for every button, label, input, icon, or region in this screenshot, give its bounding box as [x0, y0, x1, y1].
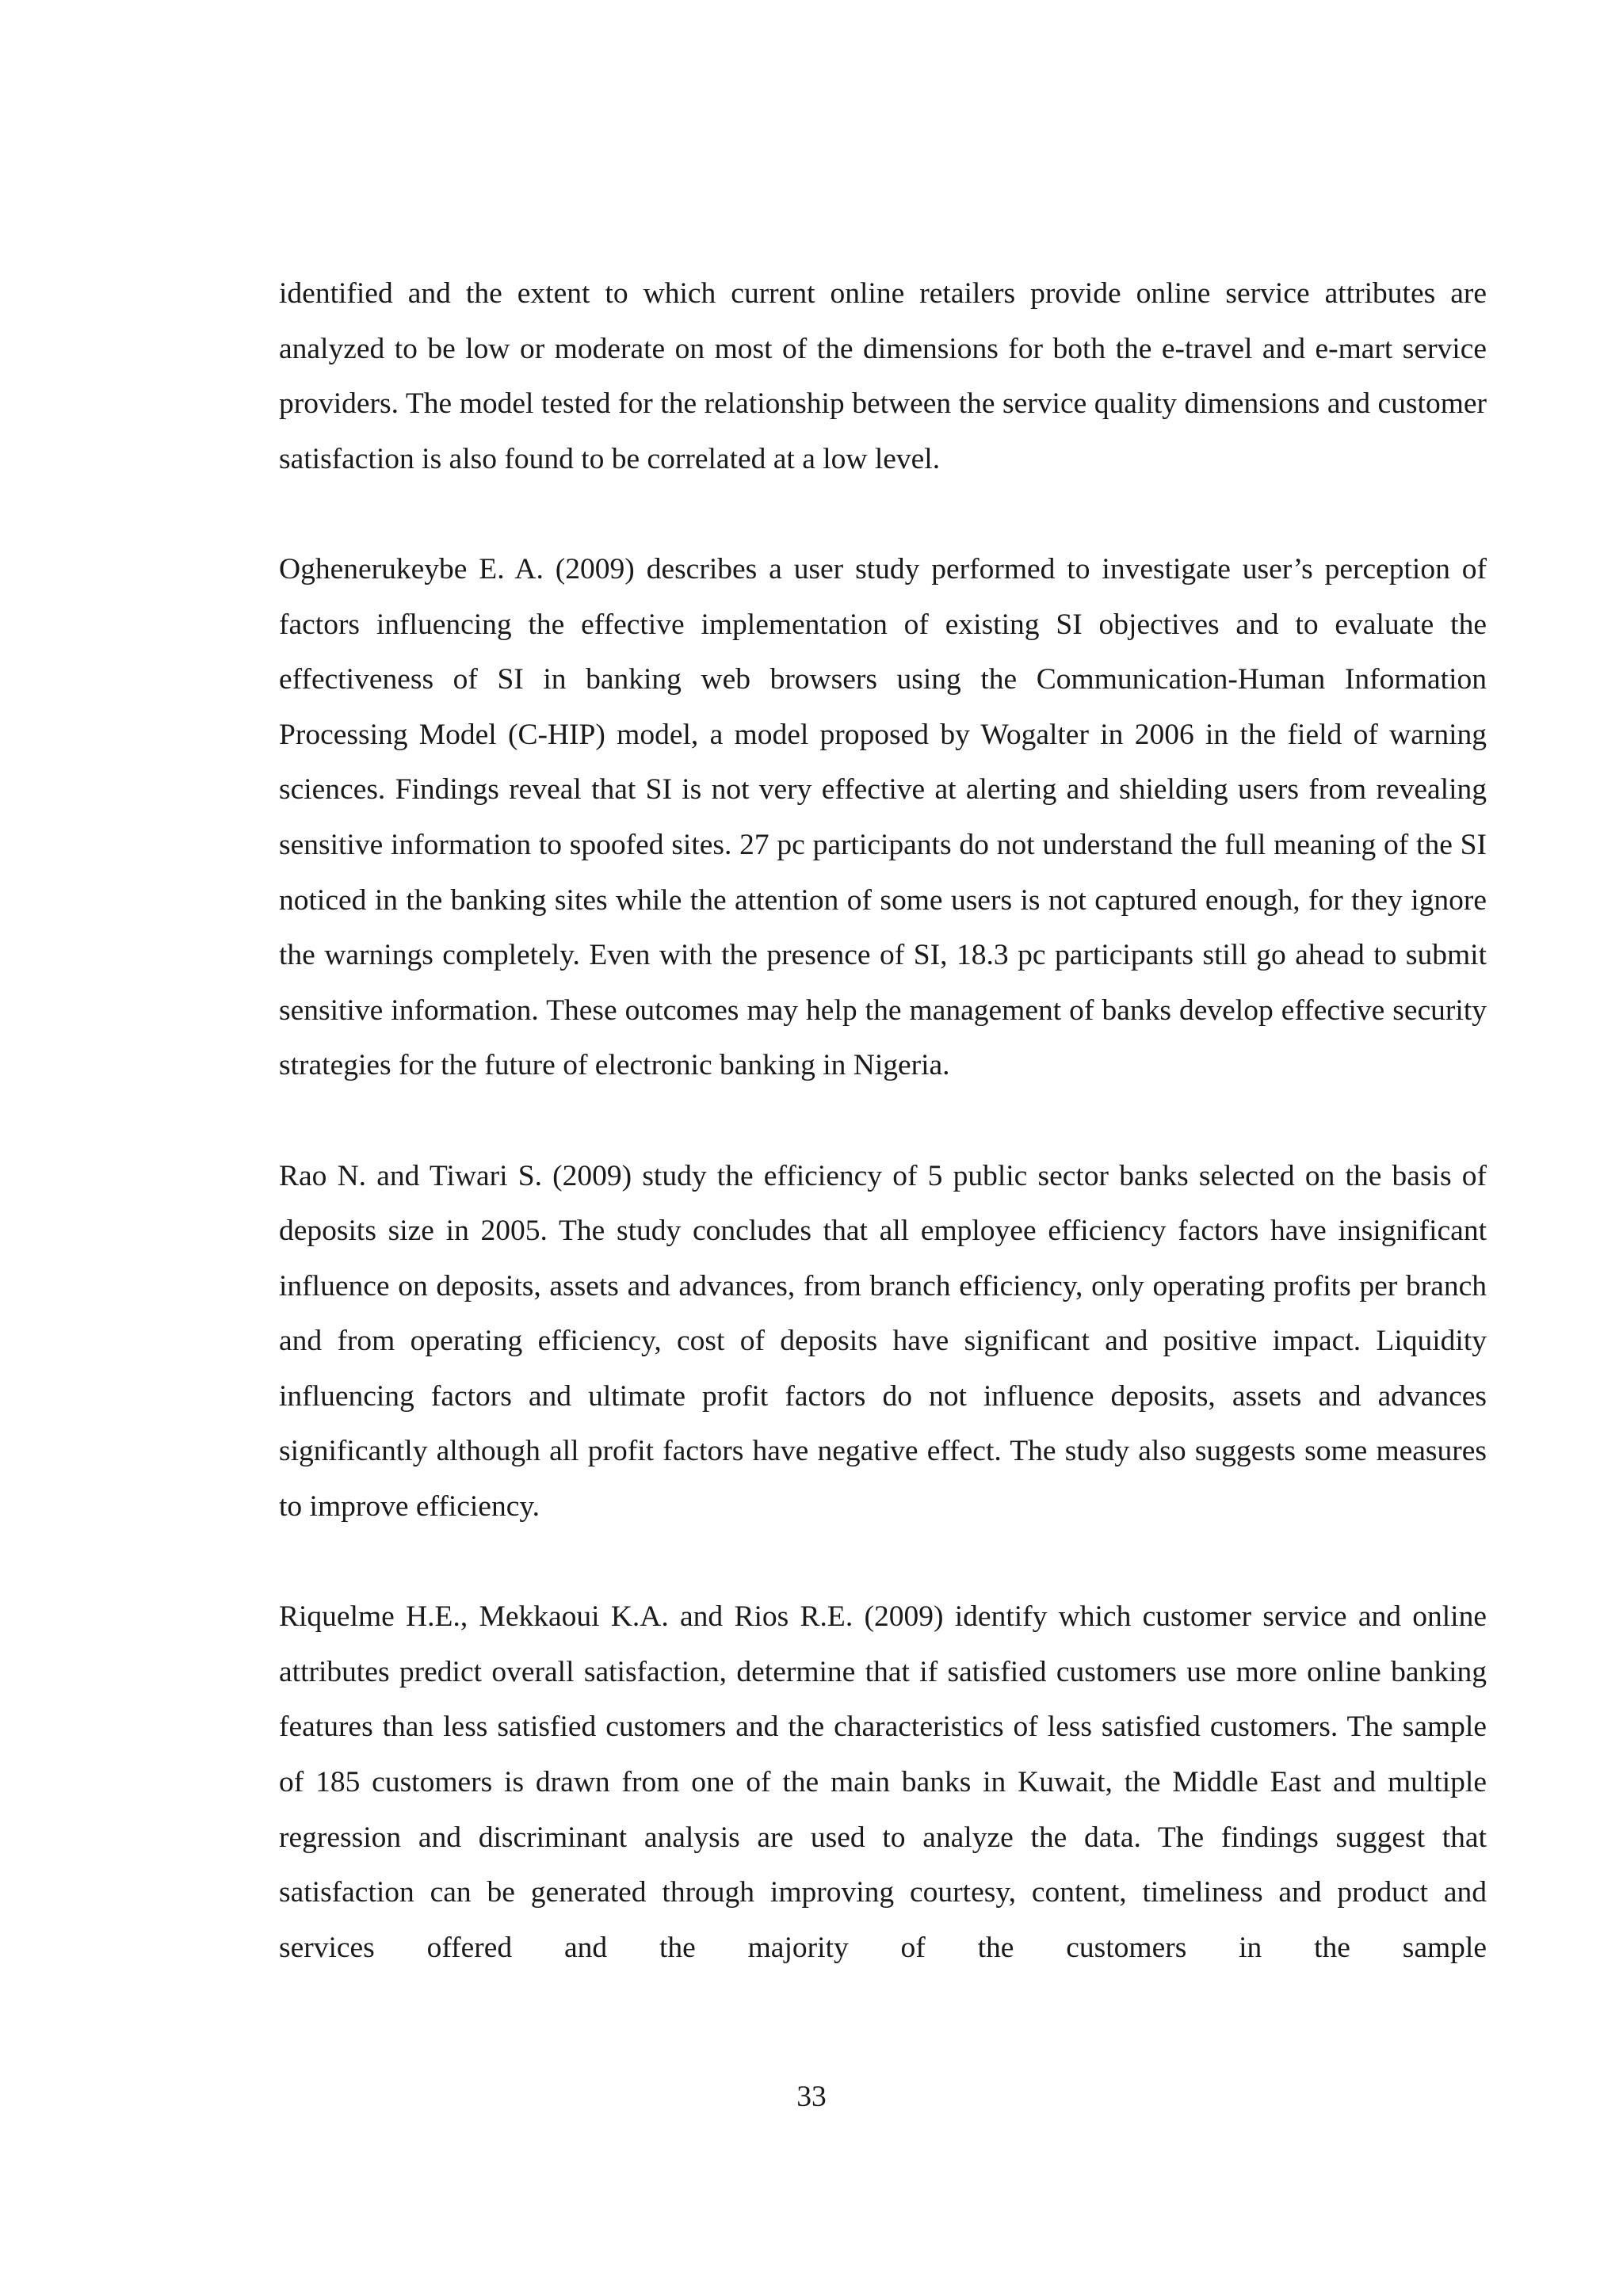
- paragraph-4: Riquelme H.E., Mekkaoui K.A. and Rios R.E. (2009) identify which customer service and online attributes predict overall satisfaction, determine that if satisfied customers use more online banking features than less satisfied customers and the characteristics of less satisfied customers. The sample of 185 customers is drawn from one of the main banks in Kuwait, the Middle East and multiple regression and discriminant analysis are used to analyze the data. The findings suggest that satisfaction can be generated through improving courtesy, content, timeliness and product and services offered and the majority of the customers in the sample: [279, 1600, 1487, 1964]
- paragraph-1: identified and the extent to which current online retailers provide online service attributes are analyzed to be low or moderate on most of the dimensions for both the e-travel and e-mart service providers. The model tested for the relationship between the service quality dimensions and customer satisfaction is also found to be correlated at a low level.: [279, 277, 1487, 475]
- paragraph-2: Oghenerukeybe E. A. (2009) describes a user study performed to investigate user’s perception of factors influencing the effective implementation of existing SI objectives and to evaluate the effectiveness of SI in banking web browsers using the Communication-Human Information Processing Model (C-HIP) model, a model proposed by Wogalter in 2006 in the field of warning sciences. Findings reveal that SI is not very effective at alerting and shielding users from revealing sensitive information to spoofed sites. 27 pc participants do not understand the full meaning of the SI noticed in the banking sites while the attention of some users is not captured enough, for they ignore the warnings completely. Even with the presence of SI, 18.3 pc participants still go ahead to submit sensitive information. These outcomes may help the management of banks develop effective security strategies for the future of electronic banking in Nigeria.: [279, 552, 1487, 1082]
- body-text: [279, 266, 1487, 2031]
- paragraph-3: Rao N. and Tiwari S. (2009) study the efficiency of 5 public sector banks selected on the basis of deposits size in 2005. The study concludes that all employee efficiency factors have insignificant influence on deposits, assets and advances, from branch efficiency, only operating profits per branch and from operating efficiency, cost of deposits have significant and positive impact. Liquidity influencing factors and ultimate profit factors do not influence deposits, assets and advances significantly although all profit factors have negative effect. The study also suggests some measures to improve efficiency.: [279, 1159, 1487, 1524]
- page-number: 33: [796, 2081, 827, 2113]
